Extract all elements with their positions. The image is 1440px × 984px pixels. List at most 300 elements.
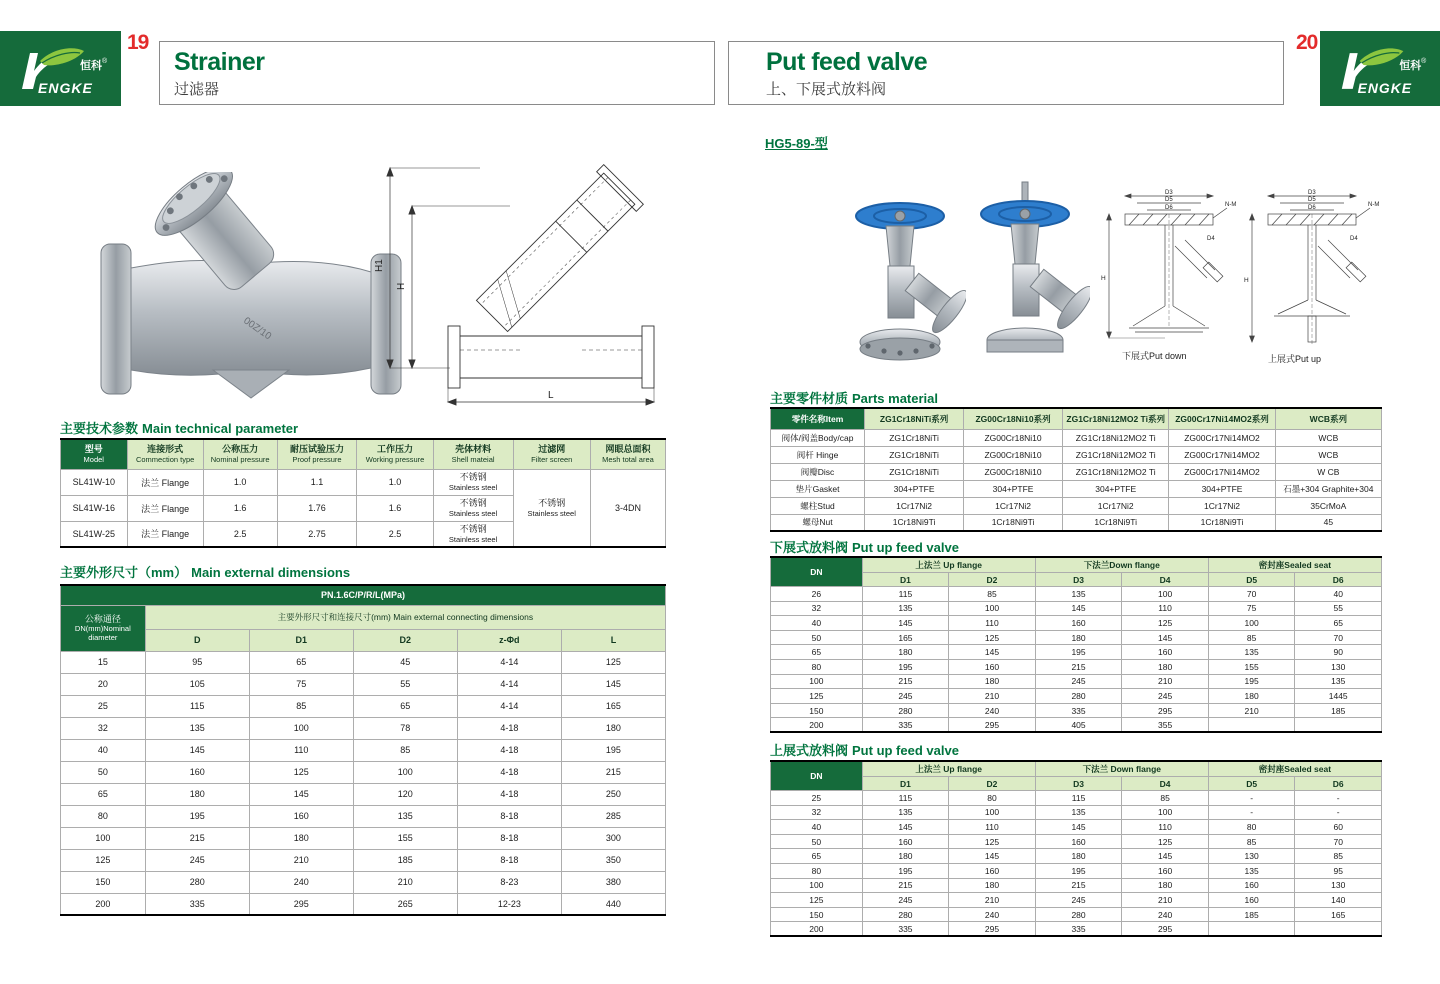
table-cell: 85 xyxy=(1295,849,1382,864)
section-title-tech-params xyxy=(60,418,298,437)
table-cell: 380 xyxy=(561,871,665,893)
table-row xyxy=(771,907,1382,922)
table-cell: 160 xyxy=(1208,878,1295,893)
table-cell: 115 xyxy=(862,587,949,602)
table-cell: 335 xyxy=(862,718,949,733)
table-cell: 螺柱Stud xyxy=(771,497,865,514)
table-row xyxy=(61,651,666,673)
table-cell: 15 xyxy=(61,651,146,673)
section-title-en: Main technical parameter xyxy=(142,421,299,436)
table-cell: 215 xyxy=(561,761,665,783)
table-cell: 185 xyxy=(353,849,457,871)
table-cell: 40 xyxy=(1295,587,1382,602)
table-cell: 215 xyxy=(862,878,949,893)
table-cell: 4-14 xyxy=(457,673,561,695)
table-cell: ZG1Cr18Ni12MO2 Ti xyxy=(1063,429,1169,446)
table-cell: ZG00Cr18Ni10 xyxy=(964,429,1063,446)
table-cell: 335 xyxy=(145,893,249,915)
table-cell: 135 xyxy=(1295,674,1382,689)
table-row xyxy=(61,717,666,739)
table-cell: 180 xyxy=(949,674,1036,689)
table-cell: 35CrMoA xyxy=(1275,497,1381,514)
table-cell: 55 xyxy=(353,673,457,695)
table-cell: 70 xyxy=(1295,630,1382,645)
brand-logo-left xyxy=(0,31,121,106)
table-cell: ZG1Cr18Ni12MO2 Ti xyxy=(1063,446,1169,463)
up-table-body xyxy=(771,791,1382,937)
svg-text:L: L xyxy=(548,390,554,401)
table-row xyxy=(61,739,666,761)
svg-text:®: ® xyxy=(1421,58,1427,66)
table-cell: 135 xyxy=(862,601,949,616)
table-cell: 40 xyxy=(771,820,863,835)
table-cell: 200 xyxy=(771,922,863,937)
table-cell: 160 xyxy=(1208,893,1295,908)
table-cell: 145 xyxy=(1035,820,1122,835)
table-cell: 180 xyxy=(1035,849,1122,864)
table-cell: 80 xyxy=(771,659,863,674)
table-cell: ZG1Cr18Ni12MO2 Ti xyxy=(1063,463,1169,480)
dimensions-table xyxy=(60,584,666,916)
table-cell: ZG00Cr17Ni14MO2 xyxy=(1169,463,1275,480)
table-cell: 螺母Nut xyxy=(771,514,865,531)
table-header-row: DN 上法兰 Up flange 下法兰 Down flange 密封座Sealed seat xyxy=(771,761,1382,777)
table-row xyxy=(771,429,1382,446)
svg-text:D4: D4 xyxy=(1207,236,1215,242)
table-row xyxy=(771,878,1382,893)
table-cell: 4-18 xyxy=(457,717,561,739)
table-cell: 155 xyxy=(1208,659,1295,674)
table-cell: 160 xyxy=(862,834,949,849)
hengke-logo-icon xyxy=(1320,31,1440,106)
table-cell: ZG00Cr17Ni14MO2 xyxy=(1169,429,1275,446)
dimensions-table-body xyxy=(61,651,666,915)
table-cell: 60 xyxy=(1295,820,1382,835)
table-cell: 240 xyxy=(249,871,353,893)
table-row xyxy=(61,673,666,695)
table-cell: 150 xyxy=(61,871,146,893)
table-cell: 135 xyxy=(862,805,949,820)
table-cell: 65 xyxy=(771,849,863,864)
svg-text:H: H xyxy=(1101,275,1106,282)
table-cell: 78 xyxy=(353,717,457,739)
table-cell: 245 xyxy=(1035,893,1122,908)
table-cell: 195 xyxy=(862,659,949,674)
table-cell: 245 xyxy=(1122,689,1209,704)
table-cell: 32 xyxy=(771,601,863,616)
table-cell: 40 xyxy=(61,739,146,761)
table-cell: 25 xyxy=(771,791,863,806)
table-cell: 8-23 xyxy=(457,871,561,893)
svg-text:®: ® xyxy=(102,58,108,65)
table-cell: 405 xyxy=(1035,718,1122,733)
caption-put-up: 上展式Put up xyxy=(1268,354,1322,364)
table-row xyxy=(771,497,1382,514)
table-cell: 160 xyxy=(1035,616,1122,631)
table-cell: ZG1Cr18NiTi xyxy=(865,429,964,446)
svg-text:D6: D6 xyxy=(1165,205,1173,211)
table-row xyxy=(771,922,1382,937)
section-title-zh: 下展式放料阀 xyxy=(770,540,849,555)
page-number-left: 19 xyxy=(127,31,149,54)
table-cell: 180 xyxy=(1208,689,1295,704)
table-cell: 80 xyxy=(949,791,1036,806)
table-cell: 110 xyxy=(1122,601,1209,616)
table-cell: 8-18 xyxy=(457,849,561,871)
table-cell: 阀杆 Hinge xyxy=(771,446,865,463)
table-cell: 85 xyxy=(1208,834,1295,849)
table-cell xyxy=(1208,922,1295,937)
table-cell: 145 xyxy=(1122,849,1209,864)
table-cell: 100 xyxy=(771,878,863,893)
table-cell: 100 xyxy=(61,827,146,849)
svg-text:H: H xyxy=(1244,277,1249,284)
table-cell: 100 xyxy=(771,674,863,689)
table-cell: 95 xyxy=(1295,863,1382,878)
table-cell: 180 xyxy=(862,849,949,864)
table-cell: 145 xyxy=(249,783,353,805)
table-cell: 145 xyxy=(145,739,249,761)
table-cell: 180 xyxy=(949,878,1036,893)
table-cell: 180 xyxy=(1122,878,1209,893)
table-cell: 280 xyxy=(1035,689,1122,704)
table-cell: 210 xyxy=(949,689,1036,704)
table-cell: 1445 xyxy=(1295,689,1382,704)
table-header-row: 型号 Model 连接形式 Commection type 公称压力 Nominal pressure 耐压试验压力 Proof pressure 工作压力 Working pressure 壳体材料 Shell mateial 过滤网 Filter screen 网眼总面积 Mesh total area xyxy=(61,439,666,469)
table-cell: 55 xyxy=(1295,601,1382,616)
table-row xyxy=(771,616,1382,631)
table-cell: 50 xyxy=(61,761,146,783)
table-cell: ZG00Cr18Ni10 xyxy=(964,446,1063,463)
table-cell: 350 xyxy=(561,849,665,871)
table-cell: 100 xyxy=(949,805,1036,820)
table-cell: 160 xyxy=(1122,645,1209,660)
table-cell: 50 xyxy=(771,834,863,849)
table-cell: 135 xyxy=(1208,863,1295,878)
table-cell: 295 xyxy=(949,718,1036,733)
table-cell: 440 xyxy=(561,893,665,915)
page-title-right-en: Put feed valve xyxy=(766,48,928,76)
table-cell: 215 xyxy=(1035,878,1122,893)
svg-text:N-M: N-M xyxy=(1368,202,1380,208)
table-cell: 160 xyxy=(1035,834,1122,849)
table-cell: 65 xyxy=(249,651,353,673)
table-cell: 85 xyxy=(353,739,457,761)
table-cell: 135 xyxy=(353,805,457,827)
table-cell: 245 xyxy=(1035,674,1122,689)
table-cell: 145 xyxy=(1035,601,1122,616)
table-cell xyxy=(1208,718,1295,733)
table-cell: 265 xyxy=(353,893,457,915)
table-cell: 1Cr18Ni9Ti xyxy=(1169,514,1275,531)
table-cell: 25 xyxy=(61,695,146,717)
table-cell: 130 xyxy=(1295,878,1382,893)
table-cell: 70 xyxy=(1295,834,1382,849)
table-cell: 210 xyxy=(1208,703,1295,718)
table-cell: 195 xyxy=(145,805,249,827)
svg-text:D5: D5 xyxy=(1308,197,1316,203)
parts-table-body xyxy=(771,429,1382,531)
table-cell: - xyxy=(1295,805,1382,820)
table-cell: 355 xyxy=(1122,718,1209,733)
table-row xyxy=(771,893,1382,908)
table-cell: 130 xyxy=(1208,849,1295,864)
table-cell: 75 xyxy=(1208,601,1295,616)
table-cell: 1Cr17Ni2 xyxy=(1169,497,1275,514)
section-title-dimensions xyxy=(60,562,350,581)
table-cell: 195 xyxy=(1208,674,1295,689)
table-cell: 245 xyxy=(862,689,949,704)
table-cell: 135 xyxy=(1035,587,1122,602)
table-cell: 135 xyxy=(1208,645,1295,660)
table-cell: ZG1Cr18NiTi xyxy=(865,463,964,480)
table-row xyxy=(771,480,1382,497)
table-cell: 45 xyxy=(353,651,457,673)
table-row xyxy=(771,849,1382,864)
table-cell: WCB xyxy=(1275,446,1381,463)
table-cell: 180 xyxy=(561,717,665,739)
table-cell: ZG00Cr17Ni14MO2 xyxy=(1169,446,1275,463)
table-row xyxy=(771,703,1382,718)
valve-drawing-up xyxy=(1238,188,1386,355)
table-cell: 100 xyxy=(249,717,353,739)
table-cell: 295 xyxy=(1122,703,1209,718)
table-cell: 240 xyxy=(1122,907,1209,922)
table-cell: 80 xyxy=(1208,820,1295,835)
section-title-en: Parts material xyxy=(852,391,939,406)
table-cell: 1Cr17Ni2 xyxy=(865,497,964,514)
table-cell: 125 xyxy=(1122,834,1209,849)
table-cell: 125 xyxy=(949,834,1036,849)
table-cell: 4-14 xyxy=(457,651,561,673)
table-cell: 32 xyxy=(61,717,146,739)
section-title-parts-material xyxy=(770,388,938,407)
table-row xyxy=(771,718,1382,733)
page-title-left-zh: 过滤器 xyxy=(174,81,220,99)
table-cell: - xyxy=(1208,791,1295,806)
table-cell: 70 xyxy=(1208,587,1295,602)
table-cell: 185 xyxy=(1208,907,1295,922)
table-cell: 4-18 xyxy=(457,783,561,805)
table-cell: 12-23 xyxy=(457,893,561,915)
section-title-en: Put up feed valve xyxy=(852,540,959,555)
table-cell: 85 xyxy=(949,587,1036,602)
table-row xyxy=(771,659,1382,674)
table-cell: 125 xyxy=(561,651,665,673)
table-cell: WCB xyxy=(1275,429,1381,446)
table-cell: 295 xyxy=(949,922,1036,937)
table-cell: 165 xyxy=(561,695,665,717)
table-cell: 280 xyxy=(862,907,949,922)
table-cell: 180 xyxy=(1035,630,1122,645)
table-cell: 100 xyxy=(1122,805,1209,820)
section-title-up-valve xyxy=(770,740,959,759)
table-cell: W CB xyxy=(1275,463,1381,480)
table-cell: 200 xyxy=(61,893,146,915)
svg-text:ENGKE: ENGKE xyxy=(38,80,93,96)
table-cell: 280 xyxy=(862,703,949,718)
table-cell: 110 xyxy=(949,616,1036,631)
table-header-row: 零件名称Item ZG1Cr18NiTi系列 ZG00Cr18Ni10系列 ZG1Cr18Ni12MO2 Ti系列 ZG00Cr17Ni14MO2系列 WCB系列 xyxy=(771,408,1382,429)
table-cell: 85 xyxy=(249,695,353,717)
table-cell: 185 xyxy=(1295,703,1382,718)
table-cell: 20 xyxy=(61,673,146,695)
table-cell: ZG1Cr18NiTi xyxy=(865,446,964,463)
table-cell: 145 xyxy=(949,849,1036,864)
up-feed-valve-table xyxy=(770,760,1382,937)
table-row xyxy=(61,695,666,717)
table-cell: 180 xyxy=(145,783,249,805)
table-cell: 垫片Gasket xyxy=(771,480,865,497)
table-cell: 195 xyxy=(561,739,665,761)
page-number-right: 20 xyxy=(1296,31,1318,54)
table-row xyxy=(771,863,1382,878)
table-cell: 215 xyxy=(145,827,249,849)
table-cell: 45 xyxy=(1275,514,1381,531)
table-cell: 75 xyxy=(249,673,353,695)
table-cell xyxy=(1295,922,1382,937)
section-title-zh: 上展式放料阀 xyxy=(770,743,849,758)
table-cell: 95 xyxy=(145,651,249,673)
table-cell: 1Cr17Ni2 xyxy=(964,497,1063,514)
section-title-zh: 主要技术参数 xyxy=(60,421,139,436)
section-title-down-valve xyxy=(770,537,959,556)
table-cell: 200 xyxy=(771,718,863,733)
table-row xyxy=(61,761,666,783)
table-cell: 215 xyxy=(862,674,949,689)
table-cell: 85 xyxy=(1122,791,1209,806)
table-cell: 110 xyxy=(1122,820,1209,835)
parts-material-table xyxy=(770,407,1382,532)
table-row xyxy=(771,446,1382,463)
table-cell: - xyxy=(1208,805,1295,820)
svg-text:N-M: N-M xyxy=(1225,202,1237,208)
table-row xyxy=(771,674,1382,689)
table-cell: 26 xyxy=(771,587,863,602)
svg-text:ENGKE: ENGKE xyxy=(1357,79,1412,96)
table-cell: 1Cr18Ni9Ti xyxy=(964,514,1063,531)
table-row xyxy=(61,783,666,805)
table-row: SL41W-16 法兰 Flange 1.6 1.76 1.6 不锈钢 Stainless steel xyxy=(61,495,666,521)
table-cell: 210 xyxy=(1122,893,1209,908)
table-row: SL41W-25 法兰 Flange 2.5 2.75 2.5 不锈钢 Stainless steel xyxy=(61,521,666,547)
table-row xyxy=(61,871,666,893)
table-cell: 1Cr18Ni9Ti xyxy=(1063,514,1169,531)
table-cell: 65 xyxy=(353,695,457,717)
table-cell: 115 xyxy=(862,791,949,806)
table-cell: 4-18 xyxy=(457,761,561,783)
svg-text:恒科: 恒科 xyxy=(1399,59,1422,72)
table-cell: 180 xyxy=(1122,659,1209,674)
table-cell: 115 xyxy=(145,695,249,717)
table-cell: 8-18 xyxy=(457,827,561,849)
table-cell: 115 xyxy=(1035,791,1122,806)
table-cell: 125 xyxy=(771,893,863,908)
table-cell: 245 xyxy=(862,893,949,908)
table-cell: 65 xyxy=(771,645,863,660)
table-cell xyxy=(1295,718,1382,733)
table-cell: 304+PTFE xyxy=(865,480,964,497)
title-box-right xyxy=(728,41,1284,105)
page-title-right-zh: 上、下展式放料阀 xyxy=(766,81,887,99)
table-cell: 50 xyxy=(771,630,863,645)
table-cell: 4-18 xyxy=(457,739,561,761)
table-cell: 180 xyxy=(862,645,949,660)
table-cell: 145 xyxy=(949,645,1036,660)
tech-params-table xyxy=(60,438,666,548)
table-cell: 130 xyxy=(1295,659,1382,674)
table-cell: 120 xyxy=(353,783,457,805)
table-cell: 85 xyxy=(1208,630,1295,645)
table-cell: 100 xyxy=(353,761,457,783)
caption-put-down: 下展式Put down xyxy=(1122,351,1187,361)
table-row xyxy=(771,689,1382,704)
brand-logo-right xyxy=(1320,31,1440,106)
table-row xyxy=(771,601,1382,616)
table-row xyxy=(771,834,1382,849)
table-cell: 215 xyxy=(1035,659,1122,674)
table-row xyxy=(771,463,1382,480)
title-box-left xyxy=(159,41,715,105)
table-cell: 195 xyxy=(862,863,949,878)
table-cell: 145 xyxy=(862,820,949,835)
table-cell: 210 xyxy=(949,893,1036,908)
table-cell: 145 xyxy=(561,673,665,695)
table-row xyxy=(61,849,666,871)
strainer-drawing xyxy=(360,140,666,417)
table-cell: 304+PTFE xyxy=(1169,480,1275,497)
table-cell: 125 xyxy=(1122,616,1209,631)
down-table-body xyxy=(771,587,1382,733)
table-cell: 150 xyxy=(771,703,863,718)
svg-text:00Z/10: 00Z/10 xyxy=(241,315,274,343)
table-cell: 335 xyxy=(1035,922,1122,937)
table-cell: 160 xyxy=(145,761,249,783)
table-cell: 180 xyxy=(249,827,353,849)
table-cell: 160 xyxy=(249,805,353,827)
table-cell: 1Cr17Ni2 xyxy=(1063,497,1169,514)
table-cell: 阀体/阀盖Body/cap xyxy=(771,429,865,446)
table-cell: 150 xyxy=(771,907,863,922)
table-cell: 110 xyxy=(949,820,1036,835)
table-header-row: 公称通径 DN(mm)Nominal diameter 主要外形尺寸和连接尺寸(mm) Main external connecting dimensions xyxy=(61,605,666,629)
table-cell: 245 xyxy=(145,849,249,871)
table-cell: 210 xyxy=(249,849,353,871)
table-cell: 40 xyxy=(771,616,863,631)
table-cell: 125 xyxy=(249,761,353,783)
table-row xyxy=(771,514,1382,531)
svg-text:恒科: 恒科 xyxy=(80,60,102,72)
table-row xyxy=(771,645,1382,660)
table-cell: 145 xyxy=(862,616,949,631)
table-row xyxy=(771,587,1382,602)
page-title-left-en: Strainer xyxy=(174,48,265,76)
table-header-row: D D1 D2 z-Φd L xyxy=(61,629,666,651)
valve-photo-down xyxy=(838,186,966,369)
table-cell: 125 xyxy=(771,689,863,704)
table-cell: 155 xyxy=(353,827,457,849)
table-header-row: DN 上法兰 Up flange 下法兰Down flange 密封座Sealed seat xyxy=(771,557,1382,573)
table-cell: 165 xyxy=(862,630,949,645)
hengke-logo-icon xyxy=(0,31,121,106)
svg-text:D6: D6 xyxy=(1308,205,1316,211)
section-title-zh: 主要零件材质 xyxy=(770,391,849,406)
table-cell: 160 xyxy=(1122,863,1209,878)
table-cell: 8-18 xyxy=(457,805,561,827)
table-cell: 石墨+304 Graphite+304 xyxy=(1275,480,1381,497)
table-cell: 80 xyxy=(61,805,146,827)
table-cell: 阀瓣Disc xyxy=(771,463,865,480)
